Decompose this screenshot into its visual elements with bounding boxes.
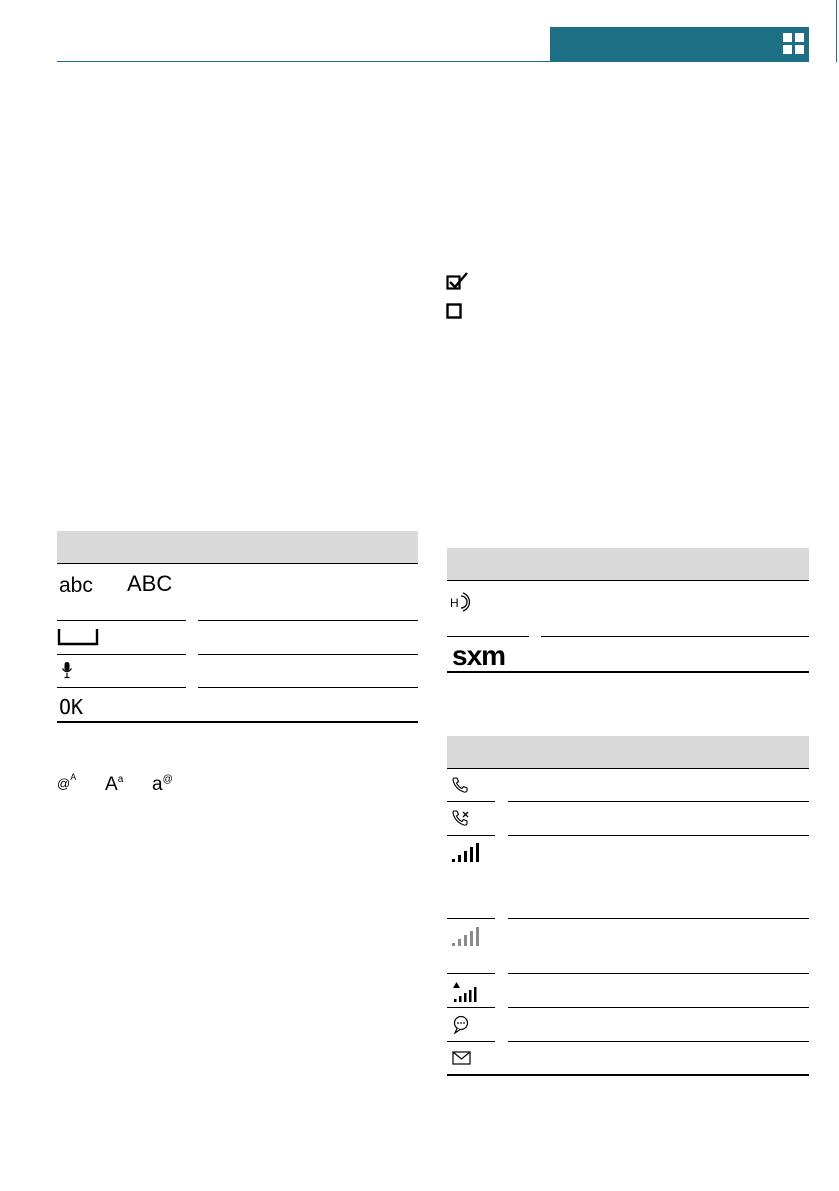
text-message-bubble-icon bbox=[452, 1015, 470, 1035]
lowercase-symbol: abc bbox=[59, 574, 93, 597]
phone-missed-call-icon bbox=[451, 809, 471, 827]
page-edge-line bbox=[836, 0, 837, 62]
sxm-logo: sxm bbox=[452, 640, 506, 671]
phone-table-header bbox=[447, 736, 809, 769]
space-bar-icon bbox=[57, 628, 99, 646]
header-bar bbox=[550, 27, 809, 62]
keyboard-table-header bbox=[57, 531, 418, 564]
signal-strength-gray-icon bbox=[451, 927, 479, 947]
uppercase-symbol: ABC bbox=[127, 571, 173, 596]
ok-symbol: OK bbox=[59, 695, 84, 719]
signal-strength-full-icon bbox=[451, 843, 479, 863]
microphone-icon bbox=[61, 661, 73, 679]
checkbox-empty-icon bbox=[446, 302, 464, 320]
symbol-mode-at-upper: @$^A$ bbox=[57, 772, 77, 791]
radio-table-header bbox=[447, 548, 809, 581]
header-rule bbox=[57, 61, 550, 62]
symbol-mode-lower-at: a@ bbox=[152, 774, 173, 795]
symbol-mode-upper-lower: $A^a$ bbox=[105, 774, 124, 795]
checkbox-checked-icon bbox=[446, 272, 472, 292]
svg-text:H: H bbox=[450, 596, 459, 610]
grid-menu-icon[interactable] bbox=[783, 33, 804, 54]
phone-handset-icon bbox=[451, 776, 469, 794]
signal-roaming-icon bbox=[451, 981, 479, 1003]
hd-radio-icon bbox=[449, 591, 477, 613]
envelope-icon bbox=[452, 1050, 472, 1066]
